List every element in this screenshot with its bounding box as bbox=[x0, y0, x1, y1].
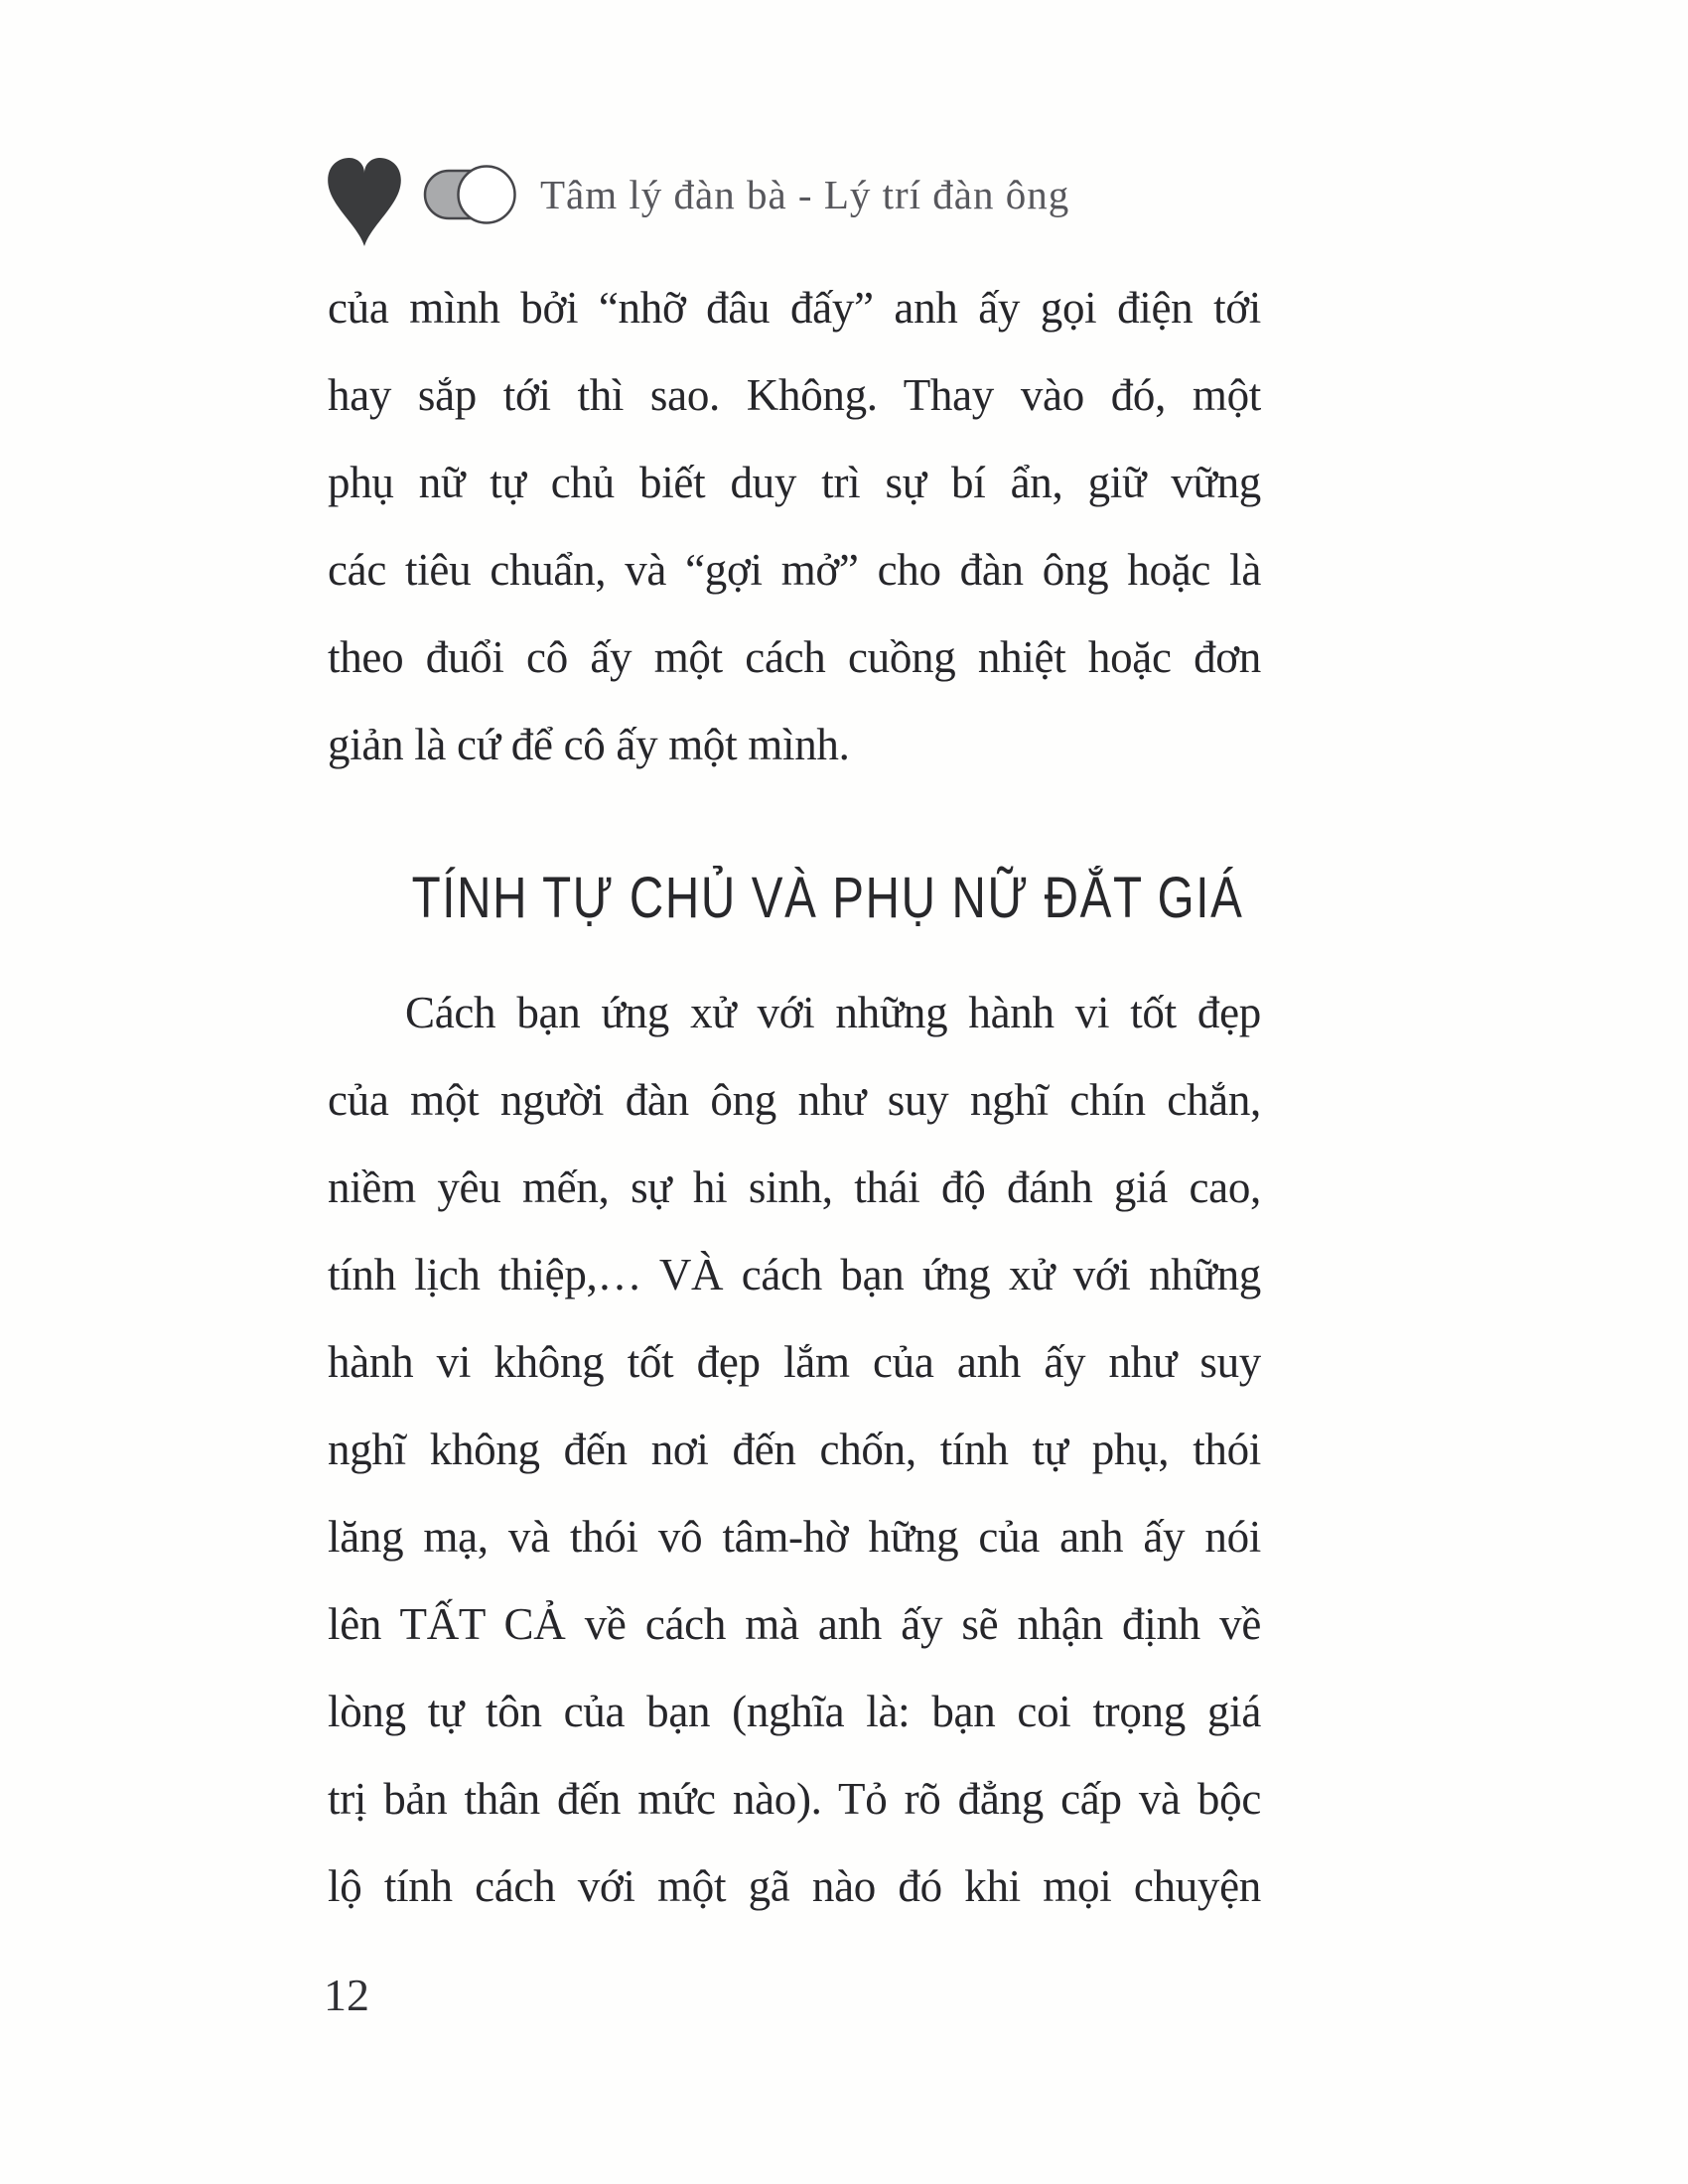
text-line: lên TẤT CẢ về cách mà anh ấy sẽ nhận định về bbox=[328, 1599, 1261, 1649]
heart-shape bbox=[328, 158, 401, 246]
toggle-knob bbox=[459, 167, 515, 223]
text-line: lòng tự tôn của bạn (nghĩa là: bạn coi trọng giá bbox=[328, 1687, 1261, 1736]
paragraph-2 bbox=[328, 969, 1261, 1930]
page-header bbox=[328, 149, 1069, 240]
text-line: của một người đàn ông như suy nghĩ chín chắn, bbox=[328, 1075, 1261, 1125]
text-line: lộ tính cách với một gã nào đó khi mọi chuyện bbox=[328, 1861, 1261, 1911]
text-line: các tiêu chuẩn, và “gợi mở” cho đàn ông hoặc là bbox=[328, 545, 1261, 595]
section-heading: TÍNH TỰ CHỦ VÀ PHỤ NỮ ĐẮT GIÁ bbox=[411, 866, 1244, 930]
text-line: hành vi không tốt đẹp lắm của anh ấy như suy bbox=[328, 1337, 1261, 1387]
text-line: tính lịch thiệp,… VÀ cách bạn ứng xử với những bbox=[328, 1250, 1261, 1299]
text-line: hay sắp tới thì sao. Không. Thay vào đó, một bbox=[328, 370, 1261, 420]
text-line: nghĩ không đến nơi đến chốn, tính tự phụ, thói bbox=[328, 1425, 1261, 1474]
text-line: lăng mạ, và thói vô tâm-hờ hững của anh ấy nói bbox=[328, 1512, 1261, 1562]
text-line: giản là cứ để cô ấy một mình. bbox=[328, 720, 850, 769]
text-line: phụ nữ tự chủ biết duy trì sự bí ẩn, giữ vững bbox=[328, 458, 1261, 507]
paragraph-1 bbox=[328, 264, 1261, 788]
page-number: 12 bbox=[324, 1970, 369, 2020]
text-line: của mình bởi “nhỡ đâu đấy” anh ấy gọi điện tới bbox=[328, 283, 1261, 333]
text-line: trị bản thân đến mức nào). Tỏ rõ đẳng cấp và bộc bbox=[328, 1774, 1261, 1824]
heart-icon bbox=[328, 157, 401, 246]
running-title: Tâm lý đàn bà - Lý trí đàn ông bbox=[540, 172, 1070, 217]
text-line: theo đuổi cô ấy một cách cuồng nhiệt hoặc đơn bbox=[328, 632, 1261, 682]
text-line: niềm yêu mến, sự hi sinh, thái độ đánh giá cao, bbox=[328, 1162, 1261, 1212]
text-line: Cách bạn ứng xử với những hành vi tốt đẹp bbox=[405, 988, 1261, 1037]
toggle-icon bbox=[423, 164, 518, 225]
